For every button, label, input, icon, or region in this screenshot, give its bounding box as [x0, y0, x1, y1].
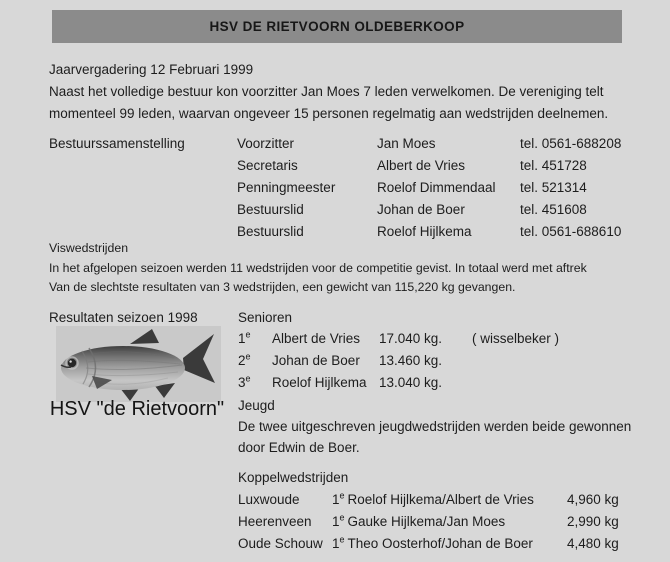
- meeting-date-line: Jaarvergadering 12 Februari 1999: [49, 62, 254, 77]
- youth-title: Jeugd: [238, 398, 275, 413]
- board-role: Bestuurslid: [237, 202, 304, 217]
- team-cell: 1e Theo Oosterhof/Johan de Boer: [332, 534, 533, 551]
- board-phone: tel. 451608: [520, 202, 587, 217]
- youth-line: De twee uitgeschreven jeugdwedstrijden werden beide gewonnen: [238, 419, 632, 434]
- team-cell: 1e Gauke Hijlkema/Jan Moes: [332, 512, 506, 529]
- note-cell: [472, 350, 559, 372]
- fish-image: [56, 326, 221, 402]
- board-section-label: Bestuurssamenstelling: [49, 136, 185, 151]
- board-phone: tel. 451728: [520, 158, 587, 173]
- weight-cell: 4,960 kg: [567, 492, 619, 507]
- board-name: Jan Moes: [377, 136, 436, 151]
- fish-illustration: [56, 326, 221, 402]
- title-banner: [52, 10, 622, 43]
- note-cell: ( wisselbeker ): [472, 331, 560, 346]
- competitions-title: Viswedstrijden: [49, 241, 129, 255]
- board-phone: tel. 521314: [520, 180, 587, 195]
- rank-cell: 1e: [238, 329, 251, 346]
- seniors-title: Senioren: [238, 310, 293, 325]
- board-name: Roelof Dimmendaal: [377, 180, 496, 195]
- results-season-label: Resultaten seizoen 1998: [49, 310, 198, 325]
- board-role: Bestuurslid: [237, 224, 304, 239]
- board-phone: tel. 0561-688208: [520, 136, 622, 151]
- board-name: Johan de Boer: [377, 202, 465, 217]
- intro-line: Naast het volledige bestuur kon voorzitter Jan Moes 7 leden verwelkomen. De vereniging telt: [49, 84, 604, 99]
- weight-cell: 2,990 kg: [567, 514, 619, 529]
- fish-caption: HSV "de Rietvoorn": [49, 398, 225, 420]
- board-name: Albert de Vries: [377, 158, 466, 173]
- note-cell: [472, 372, 559, 394]
- weight-cell: 17.040 kg.: [379, 331, 443, 346]
- weight-cell: 13.040 kg.: [379, 375, 443, 390]
- rank-cell: 3e: [238, 373, 251, 390]
- competitions-section: [49, 239, 587, 298]
- name-cell: Johan de Boer: [272, 353, 360, 368]
- location-cell: Heerenveen: [238, 514, 312, 529]
- board-name: Roelof Hijlkema: [377, 224, 472, 239]
- youth-line: door Edwin de Boer.: [238, 440, 360, 455]
- board-phone: tel. 0561-688610: [520, 224, 622, 239]
- seniors-table: [238, 328, 559, 394]
- page-title: HSV DE RIETVOORN OLDEBERKOOP: [209, 19, 465, 34]
- weight-cell: 13.460 kg.: [379, 353, 443, 368]
- board-role: Voorzitter: [237, 136, 295, 151]
- competitions-line: Van de slechtste resultaten van 3 wedstrijden, een gewicht van 115,220 kg gevangen.: [49, 280, 516, 294]
- competitions-line: In het afgelopen seizoen werden 11 wedstrijden voor de competitie gevist. In totaal werd met aftrek: [49, 260, 587, 275]
- board-role: Secretaris: [237, 158, 298, 173]
- intro-line: momenteel 99 leden, waarvan ongeveer 15 personen regelmatig aan wedstrijden deelnemen.: [49, 106, 609, 121]
- location-cell: Oude Schouw: [238, 536, 323, 551]
- youth-section: [238, 395, 631, 458]
- name-cell: Roelof Hijlkema: [272, 375, 367, 390]
- pairs-table: [238, 489, 619, 555]
- board-role: Penningmeester: [237, 180, 336, 195]
- rank-cell: 2e: [238, 351, 251, 368]
- location-cell: Luxwoude: [238, 492, 300, 507]
- pairs-title: Koppelwedstrijden: [238, 470, 349, 485]
- intro-paragraph: [49, 59, 608, 125]
- name-cell: Albert de Vries: [272, 331, 361, 346]
- team-cell: 1e Roelof Hijlkema/Albert de Vries: [332, 490, 534, 507]
- board-table: [237, 133, 621, 243]
- weight-cell: 4,480 kg: [567, 536, 619, 551]
